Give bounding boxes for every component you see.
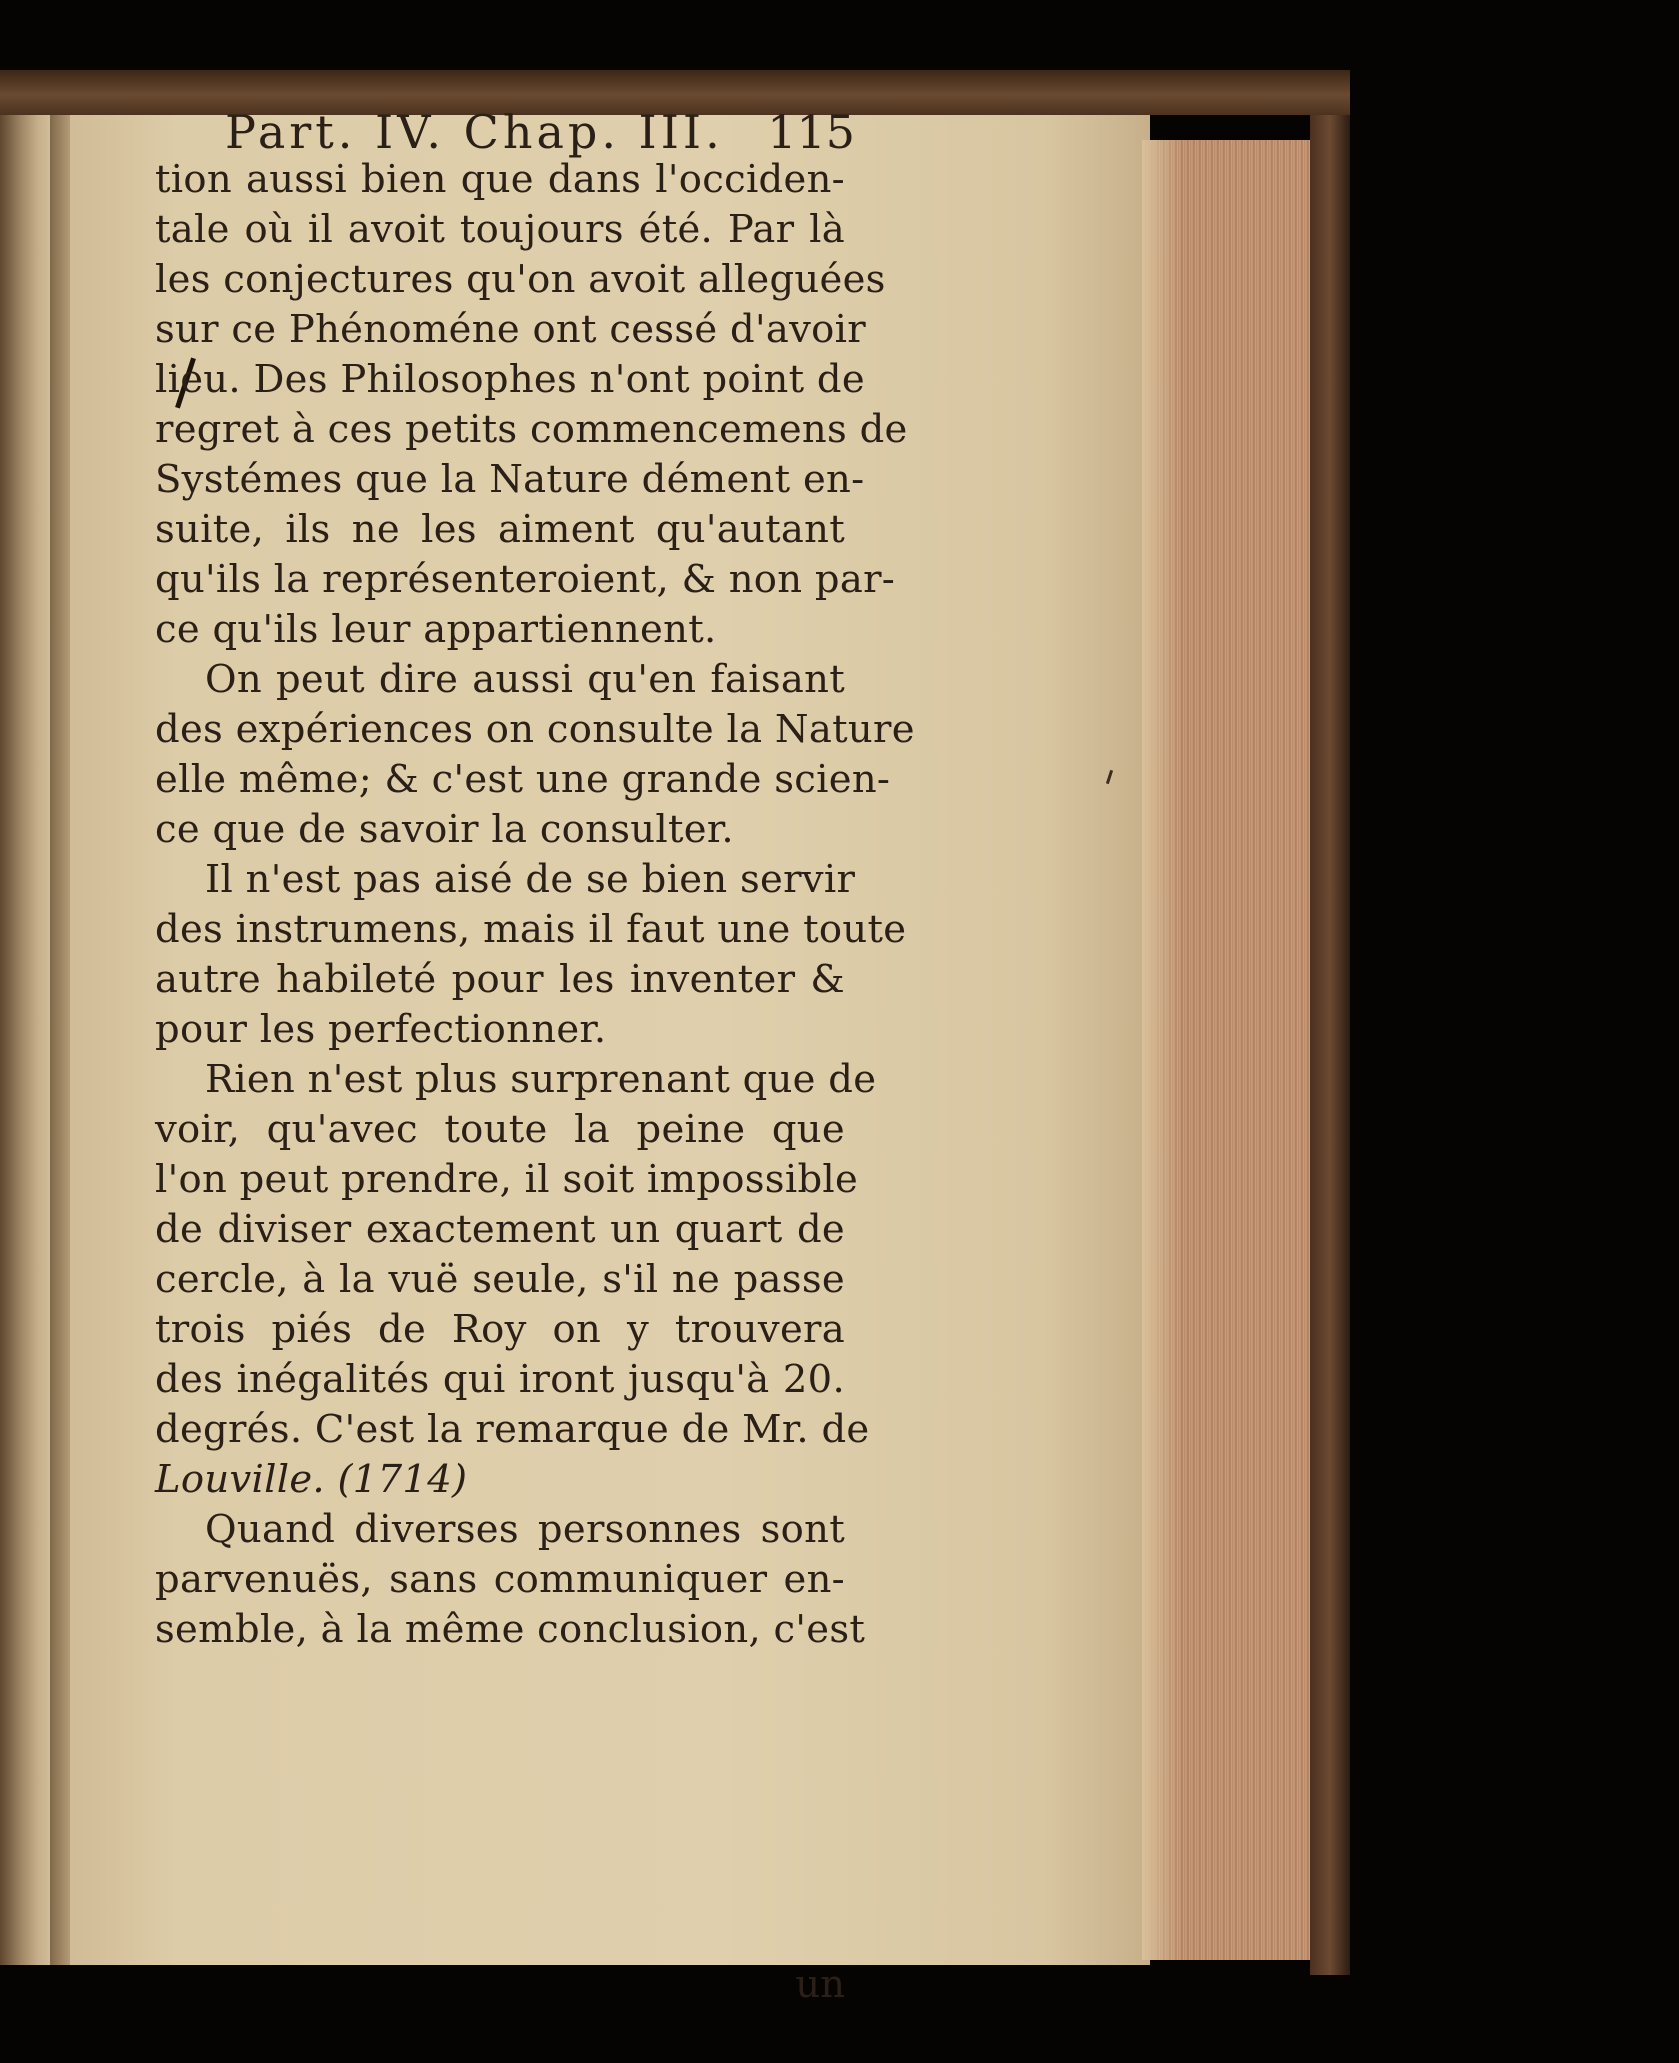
facing-page-text-fragments — [2, 345, 12, 545]
text-line — [155, 1455, 845, 1505]
text-line: On peut dire aussi qu'en faisant — [205, 657, 845, 702]
text-line: sur ce Phénoméne ont cessé d'avoir — [155, 307, 866, 352]
text-line: ce que de savoir la consulter. — [155, 807, 734, 852]
text-line: ce qu'ils leur appartiennent. — [155, 607, 717, 652]
book-back-cover — [1310, 115, 1350, 1975]
text-line: regret à ces petits commencemens de — [155, 407, 908, 452]
text-line: lieu. Des Philosophes n'ont point de — [155, 357, 865, 402]
text-line: qu'ils la représenteroient, & non par- — [155, 557, 896, 602]
page-number: 115 — [767, 105, 855, 159]
text-line: parvenuës, sans communiquer en- — [155, 1557, 845, 1602]
catchword: un — [795, 1962, 845, 2007]
text-line: l'on peut prendre, il soit impossible — [155, 1157, 859, 1202]
text-line: les conjectures qu'on avoit alleguées — [155, 257, 886, 302]
text-line: degrés. C'est la remarque de Mr. de — [155, 1407, 870, 1452]
running-head-title: Part. IV. Chap. III. — [225, 105, 724, 159]
text-line: voir, qu'avec toute la peine que — [155, 1107, 845, 1152]
text-line: des instrumens, mais il faut une toute — [155, 907, 907, 952]
text-line: des inégalités qui iront jusqu'à 20. — [155, 1357, 845, 1402]
text-line: cercle, à la vuë seule, s'il ne passe — [155, 1257, 845, 1302]
text-line: Rien n'est plus surprenant que de — [205, 1057, 877, 1102]
text-line: Il n'est pas aisé de se bien servir — [205, 857, 856, 902]
text-line: tale où il avoit toujours été. Par là — [155, 207, 845, 252]
text-line: semble, à la même conclusion, c'est — [155, 1607, 866, 1652]
text-line: Quand diverses personnes sont — [205, 1507, 845, 1552]
italic-name: Louville. (1714) — [155, 1457, 468, 1502]
text-line: trois piés de Roy on y trouvera — [155, 1307, 845, 1352]
page-block-shadow — [1142, 140, 1182, 1960]
text-line: Systémes que la Nature dément en- — [155, 457, 865, 502]
catchword-line — [155, 1962, 845, 2012]
text-line: suite, ils ne les aiment qu'autant — [155, 507, 845, 552]
text-line: elle même; & c'est une grande scien- — [155, 757, 891, 802]
page-body-text — [155, 155, 915, 1655]
text-line: pour les perfectionner. — [155, 1007, 607, 1052]
text-line: autre habileté pour les inventer & — [155, 957, 845, 1002]
text-line: de diviser exactement un quart de — [155, 1207, 845, 1252]
text-line: tion aussi bien que dans l'occiden- — [155, 157, 845, 202]
text-line: des expériences on consulte la Nature — [155, 707, 915, 752]
